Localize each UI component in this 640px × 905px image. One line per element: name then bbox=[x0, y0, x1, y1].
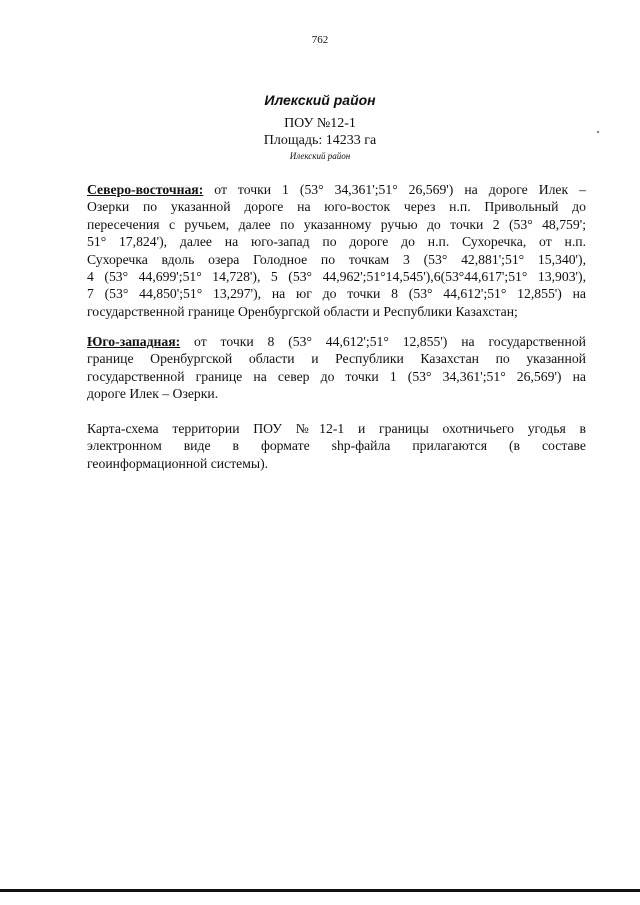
boundary-text: от точки 8 (53° 44,612';51° 12,855') на государственной bbox=[180, 334, 586, 349]
north-east-boundary bbox=[87, 181, 586, 320]
page-number: 762 bbox=[311, 34, 329, 46]
district-title: Илекский район bbox=[264, 92, 376, 108]
pou-number: ПОУ №12-1 bbox=[284, 116, 356, 131]
boundary-line: 7 (53° 44,850';51° 13,297'), на юг до точки 8 (53° 44,612';51° 12,855') на bbox=[87, 286, 586, 302]
boundary-line: пересечения с ручьем, далее по указанному ручью до точки 2 (53° 48,759'; bbox=[87, 216, 586, 232]
bottom-border-line bbox=[0, 889, 640, 892]
boundary-line: границе Оренбургской области и Республики Казахстан по указанной bbox=[87, 351, 586, 367]
scan-speck bbox=[597, 131, 599, 133]
boundary-line: государственной границе на север до точки 1 (53° 34,361';51° 26,569') на bbox=[87, 368, 586, 384]
boundary-line: 51° 17,824'), далее на юго-запад по дороге до н.п. Сухоречка, от н.п. bbox=[87, 234, 586, 250]
boundary-text: от точки 1 (53° 34,361';51° 26,569') на дороге Илек – bbox=[203, 182, 586, 197]
boundary-line bbox=[87, 333, 586, 350]
boundary-line: 4 (53° 44,699';51° 14,728'), 5 (53° 44,962';51°14,545'),6(53°44,617';51° 13,903'), bbox=[87, 269, 586, 285]
boundary-line bbox=[87, 181, 586, 198]
south-west-boundary bbox=[87, 333, 586, 403]
map-note bbox=[87, 420, 586, 472]
note-line: электронном виде в формате shp-файла прилагаются (в составе bbox=[87, 438, 586, 454]
note-line: геоинформационной системы). bbox=[87, 455, 269, 471]
district-subtitle: Илекский район bbox=[289, 151, 351, 161]
note-line: Карта-схема территории ПОУ №12-1 и границы охотничьего угодья в bbox=[87, 421, 586, 436]
area-line: Площадь: 14233 га bbox=[263, 133, 377, 148]
south-west-label: Юго-западная: bbox=[87, 334, 181, 349]
boundary-line: государственной границе Оренбургской области и Республики Казахстан; bbox=[87, 303, 518, 319]
boundary-line: Сухоречка вдоль озера Голодное по точкам 3 (53° 42,881';51° 15,340'), bbox=[87, 251, 586, 267]
boundary-line: дороге Илек – Озерки. bbox=[87, 386, 219, 402]
boundary-line: Озерки по указанной дороге на юго-восток через н.п. Привольный до bbox=[87, 199, 586, 215]
north-east-label: Северо-восточная: bbox=[87, 182, 204, 197]
